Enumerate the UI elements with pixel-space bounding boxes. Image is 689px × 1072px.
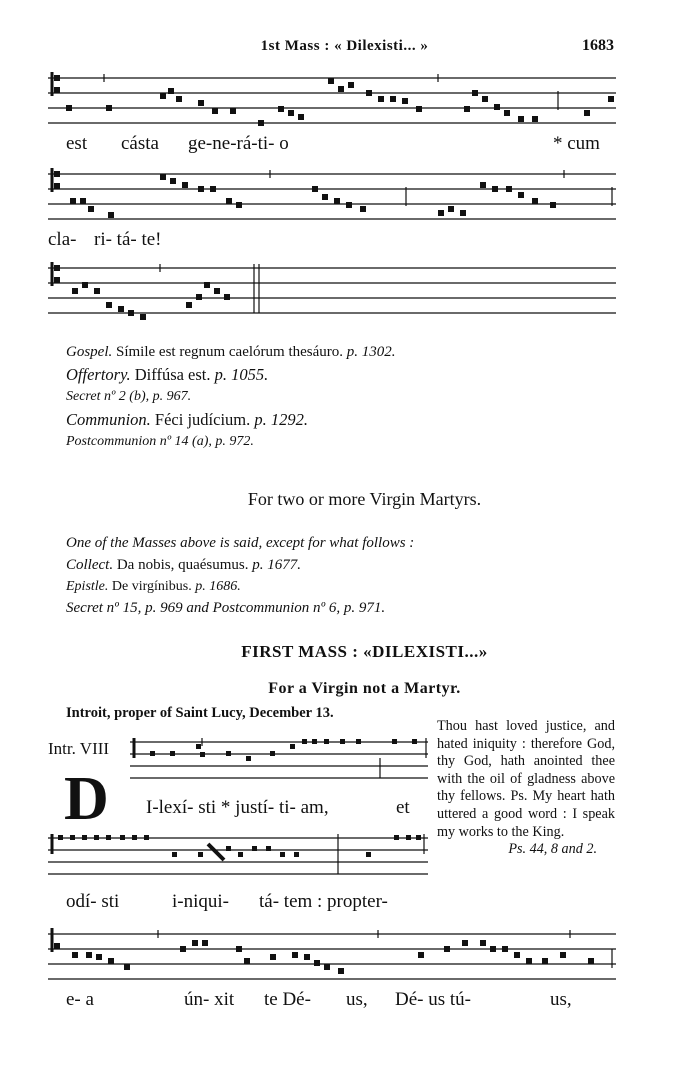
- lyric-syllable: Dé- us tú-: [395, 989, 471, 1010]
- lyric-syllable: ún- xit: [184, 989, 235, 1010]
- secret-line: Secret nº 2 (b), p. 967.: [66, 389, 192, 404]
- lyric-syllable: te Dé-: [264, 989, 311, 1010]
- communion-line: [66, 410, 308, 430]
- lyric-syllable: i-niqui-: [172, 891, 229, 912]
- running-header: 1st Mass : « Dilexisti... »: [260, 38, 429, 54]
- collect-text: Da nobis, quaésumus.: [116, 557, 249, 573]
- section-heading: For two or more Virgin Martyrs.: [247, 489, 482, 509]
- postcommunion-line: Postcommunion nº 14 (a), p. 972.: [66, 434, 254, 449]
- lyric-syllable: cásta: [121, 133, 159, 154]
- lyric-syllable: us,: [346, 989, 368, 1010]
- lyric-syllable: us,: [550, 989, 572, 1010]
- collect-page: p. 1677.: [252, 557, 301, 573]
- lyric-syllable: est: [66, 133, 88, 154]
- offertory-text: Diffúsa est.: [134, 365, 211, 384]
- lyric-syllable: et: [396, 797, 410, 818]
- gospel-label: Gospel.: [66, 344, 113, 360]
- lyric-syllable: odí- sti: [66, 891, 120, 912]
- gospel-page: p. 1302.: [346, 344, 396, 360]
- collect-line: [66, 557, 301, 574]
- lyric-syllable: cla-: [48, 229, 77, 250]
- introit-lyric-line-1: [146, 797, 426, 821]
- communion-page: p. 1292.: [254, 410, 308, 429]
- epistle-line: [66, 579, 241, 595]
- rubric-line: One of the Masses above is said, except for what follows :: [66, 535, 415, 551]
- introit-note: Introit, proper of Saint Lucy, December 13.: [66, 705, 334, 721]
- lyric-line-2: [48, 229, 348, 253]
- translation-body: Thou hast loved justice, and hated iniquity : therefore God, thy God, hath anointed thee with the oil of gladness above thy fellows. Ps. My heart hath uttered a good word : I speak my works to the King.: [437, 718, 615, 840]
- offertory-page: p. 1055.: [214, 365, 269, 384]
- introit-staff-2: [48, 830, 430, 886]
- mode-label: Intr. VIII: [48, 739, 110, 758]
- lyric-syllable: * cum: [553, 133, 600, 154]
- introit-lyric-line-2: [66, 891, 426, 915]
- lyric-line-1: [66, 133, 626, 157]
- epistle-text: De virgínibus.: [111, 579, 192, 594]
- introit-staff-1: [130, 734, 430, 790]
- first-mass-heading: FIRST MASS : «DILEXISTI...»: [241, 642, 488, 661]
- communion-text: Féci judícium.: [154, 410, 251, 429]
- first-mass-subheading: For a Virgin not a Martyr.: [268, 680, 461, 697]
- gospel-text: Símile est regnum caelórum thesáuro.: [116, 344, 344, 360]
- chant-staff-3: [48, 258, 618, 324]
- lyric-syllable: e- a: [66, 989, 94, 1010]
- chant-staff-1: [48, 66, 618, 132]
- introit-lyric-line-3: [66, 989, 586, 1013]
- introit-staff-3: [48, 924, 618, 990]
- lyric-syllable: ge-ne-rá-ti- o: [188, 133, 289, 154]
- epistle-label: Epistle.: [66, 579, 109, 594]
- initial-letter: D: [64, 765, 109, 833]
- lyric-syllable: ri- tá- te!: [94, 229, 162, 250]
- offertory-line: [66, 365, 268, 385]
- translation-reference: Ps. 44, 8 and 2.: [508, 841, 597, 858]
- lyric-syllable: tá- tem : propter-: [259, 891, 388, 912]
- lyric-syllable: I-lexí- sti * justí- ti- am,: [146, 797, 329, 818]
- epistle-page: p. 1686.: [195, 579, 241, 594]
- translation-text: [437, 718, 615, 859]
- chant-staff-2: [48, 162, 618, 228]
- collect-label: Collect.: [66, 557, 114, 573]
- offertory-label: Offertory.: [66, 365, 131, 384]
- communion-label: Communion.: [66, 410, 151, 429]
- page-number: 1683: [582, 37, 614, 54]
- gospel-line: [66, 344, 396, 361]
- secret-postcommunion-line: Secret nº 15, p. 969 and Postcommunion nº 6, p. 971.: [66, 600, 386, 616]
